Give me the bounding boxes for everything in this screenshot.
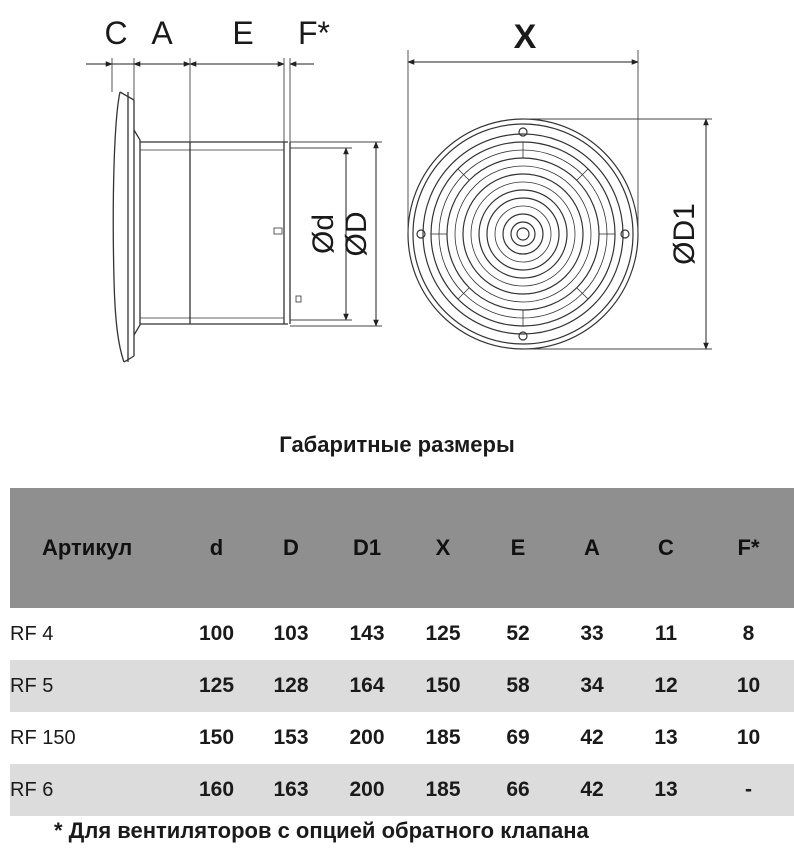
cell: 10 — [703, 660, 794, 712]
header-d1: D1 — [329, 488, 405, 608]
label-c: C — [104, 15, 128, 51]
dimensions-table — [10, 488, 794, 816]
header-dd: D — [253, 488, 329, 608]
cell: 143 — [349, 622, 385, 645]
cell: 150 — [198, 726, 235, 749]
cell: 164 — [329, 660, 405, 712]
cell: 11 — [654, 622, 678, 645]
cell: - — [703, 764, 794, 816]
cell-article: RF 5 — [10, 660, 180, 712]
cell: 8 — [742, 622, 755, 645]
table-row — [10, 712, 794, 764]
header-c: C — [629, 488, 703, 608]
cell-article: RF 4 — [10, 622, 54, 645]
cell: 185 — [405, 764, 481, 816]
cell: 125 — [180, 660, 253, 712]
cell: 100 — [198, 622, 235, 645]
cell: 163 — [253, 764, 329, 816]
table-row — [10, 608, 794, 660]
side-view — [113, 92, 301, 362]
cell: 42 — [555, 764, 629, 816]
cell: 125 — [425, 622, 461, 645]
cell: 103 — [273, 622, 309, 645]
footnote: * Для вентиляторов с опцией обратного клапана — [54, 818, 589, 843]
cell-article: RF 6 — [10, 764, 180, 816]
cell: 200 — [349, 726, 385, 749]
cell: 185 — [425, 726, 461, 749]
cell: 13 — [629, 764, 703, 816]
cell: 12 — [629, 660, 703, 712]
cell: 58 — [481, 660, 555, 712]
table-row — [10, 764, 794, 816]
cell: 52 — [506, 622, 530, 645]
table-header-row — [10, 488, 794, 608]
cell: 153 — [273, 726, 309, 749]
cell: 66 — [481, 764, 555, 816]
cell: 42 — [580, 726, 604, 749]
label-f: F* — [298, 15, 330, 51]
cell: 69 — [506, 726, 530, 749]
header-x: X — [405, 488, 481, 608]
cell: 150 — [405, 660, 481, 712]
header-f: F* — [703, 488, 794, 608]
cell: 10 — [736, 726, 761, 749]
table-row — [10, 660, 794, 712]
cell: 200 — [329, 764, 405, 816]
cell: 160 — [180, 764, 253, 816]
header-a: A — [555, 488, 629, 608]
header-d: d — [180, 488, 253, 608]
cell: 33 — [580, 622, 604, 645]
cell: 128 — [253, 660, 329, 712]
label-dd: ØD — [340, 211, 373, 257]
label-a: A — [151, 15, 173, 51]
label-d: Ød — [307, 213, 340, 255]
cell: 13 — [654, 726, 678, 749]
label-e: E — [232, 15, 254, 51]
header-e: E — [481, 488, 555, 608]
front-view — [408, 119, 638, 349]
header-article: Артикул — [10, 488, 180, 608]
table-title: Габаритные размеры — [279, 432, 515, 457]
label-d1: ØD1 — [668, 203, 701, 265]
cell-article: RF 150 — [10, 726, 76, 749]
technical-drawing — [0, 0, 794, 380]
cell: 34 — [555, 660, 629, 712]
label-x: X — [513, 18, 537, 56]
